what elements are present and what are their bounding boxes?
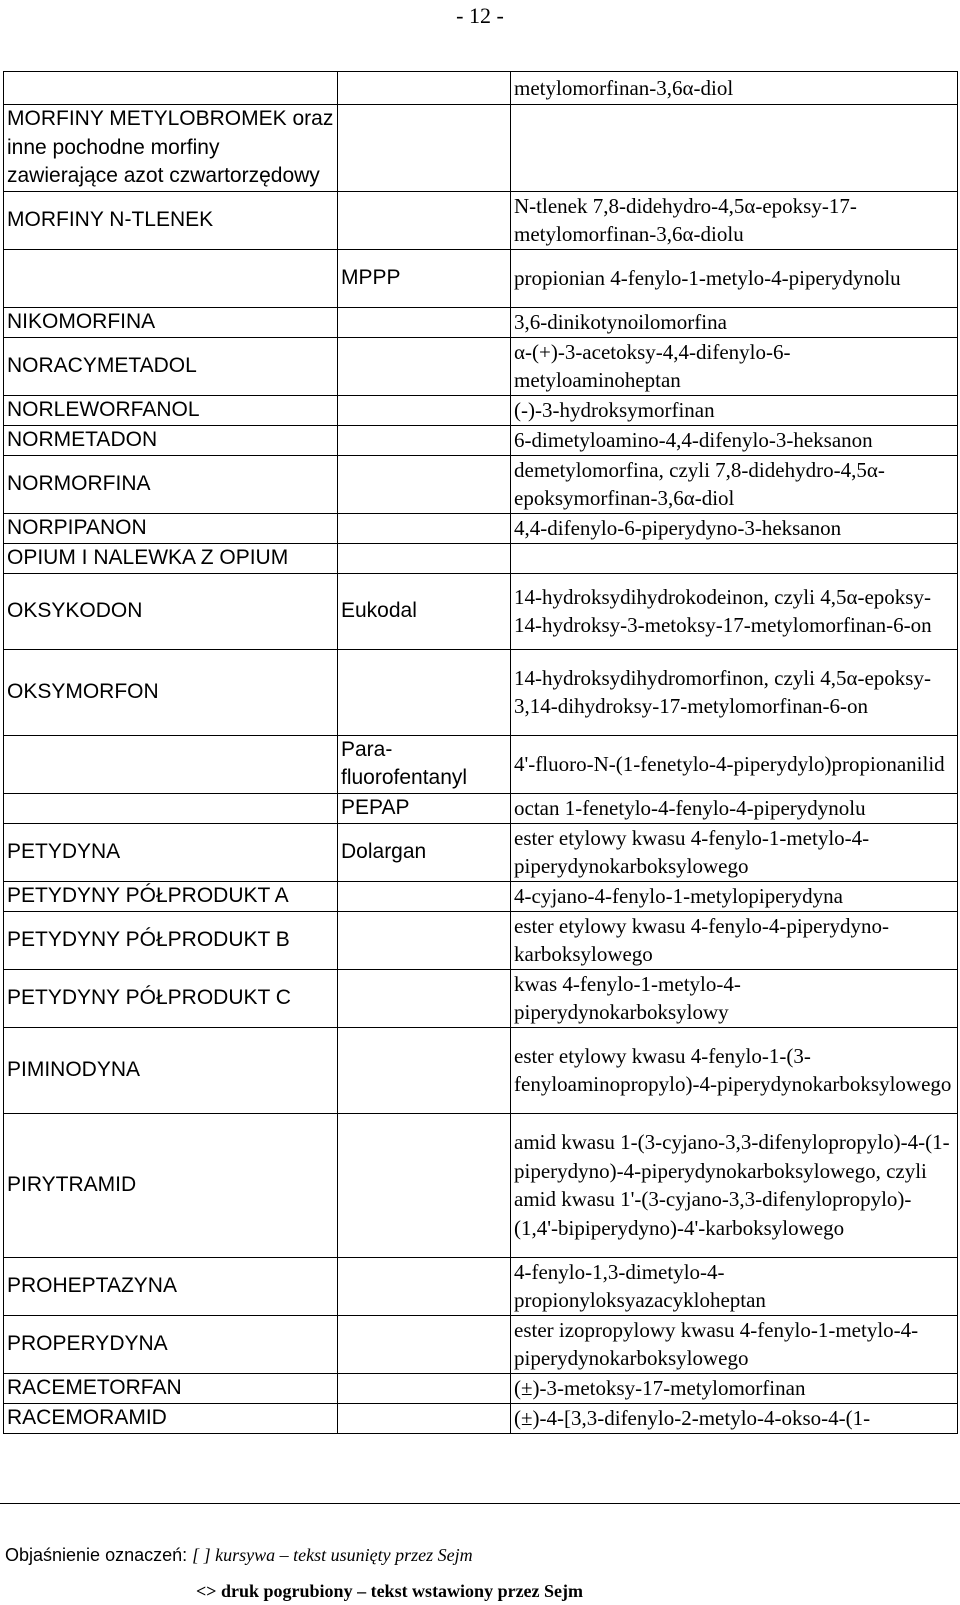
substance-name-cell: [4, 793, 338, 823]
substance-name-cell: NORPIPANON: [4, 513, 338, 543]
trade-name-cell: [338, 307, 511, 337]
chemical-name-cell: propionian 4-fenylo-1-metylo-4-piperydynolu: [511, 249, 958, 307]
trade-name-cell: [338, 425, 511, 455]
trade-name-cell: Para-fluorofentanyl: [338, 735, 511, 793]
table-row: [4, 881, 958, 911]
trade-name-cell: [338, 72, 511, 105]
table-row: [4, 1403, 958, 1433]
table-row: [4, 573, 958, 649]
table-row: [4, 105, 958, 192]
trade-name-cell: [338, 1113, 511, 1257]
trade-name-cell: [338, 191, 511, 249]
page-number: - 12 -: [456, 3, 504, 28]
trade-name-cell: [338, 543, 511, 573]
footer-legend: [5, 1545, 473, 1566]
substance-name-cell: PIRYTRAMID: [4, 1113, 338, 1257]
table-row: [4, 911, 958, 969]
trade-name-cell: [338, 337, 511, 395]
table-row: [4, 1257, 958, 1315]
chemical-name-cell: 4,4-difenylo-6-piperydyno-3-heksanon: [511, 513, 958, 543]
substance-name-cell: NORMETADON: [4, 425, 338, 455]
trade-name-cell: [338, 649, 511, 735]
trade-name-cell: [338, 1373, 511, 1403]
substance-name-cell: OKSYMORFON: [4, 649, 338, 735]
trade-name-cell: PEPAP: [338, 793, 511, 823]
substance-name-cell: PROHEPTAZYNA: [4, 1257, 338, 1315]
chemical-name-cell: 6-dimetyloamino-4,4-difenylo-3-heksanon: [511, 425, 958, 455]
trade-name-cell: [338, 969, 511, 1027]
table-row: [4, 513, 958, 543]
trade-name-cell: [338, 1027, 511, 1113]
trade-name-cell: [338, 1315, 511, 1373]
chemical-name-cell: 14-hydroksydihydrokodeinon, czyli 4,5α-epoksy-14-hydroksy-3-metoksy-17-metylomorfinan-6-on: [511, 573, 958, 649]
trade-name-cell: [338, 513, 511, 543]
chemical-name-cell: (-)-3-hydroksymorfinan: [511, 395, 958, 425]
chemical-name-cell: 4'-fluoro-N-(1-fenetylo-4-piperydylo)propionanilid: [511, 735, 958, 793]
chemical-name-cell: ester etylowy kwasu 4-fenylo-1-metylo-4-piperydynokarboksylowego: [511, 823, 958, 881]
substance-name-cell: [4, 735, 338, 793]
table-row: [4, 543, 958, 573]
chemical-name-cell: [511, 105, 958, 192]
trade-name-cell: [338, 395, 511, 425]
substance-name-cell: [4, 72, 338, 105]
trade-name-cell: [338, 881, 511, 911]
substance-name-cell: NIKOMORFINA: [4, 307, 338, 337]
substance-name-cell: OKSYKODON: [4, 573, 338, 649]
substances-table: [3, 71, 958, 1434]
chemical-name-cell: 4-fenylo-1,3-dimetylo-4-propionyloksyazacykloheptan: [511, 1257, 958, 1315]
substance-name-cell: PETYDYNY PÓŁPRODUKT C: [4, 969, 338, 1027]
table-row: [4, 72, 958, 105]
trade-name-cell: MPPP: [338, 249, 511, 307]
chemical-name-cell: (±)-3-metoksy-17-metylomorfinan: [511, 1373, 958, 1403]
chemical-name-cell: ester izopropylowy kwasu 4-fenylo-1-metylo-4-piperydynokarboksylowego: [511, 1315, 958, 1373]
footer-bold-note: <> druk pogrubiony – tekst wstawiony przez Sejm: [196, 1581, 584, 1601]
table-row: [4, 249, 958, 307]
chemical-name-cell: α-(+)-3-acetoksy-4,4-difenylo-6-metyloaminoheptan: [511, 337, 958, 395]
substance-name-cell: PETYDYNY PÓŁPRODUKT A: [4, 881, 338, 911]
table-row: [4, 425, 958, 455]
substance-name-cell: [4, 249, 338, 307]
chemical-name-cell: 3,6-dinikotynoilomorfina: [511, 307, 958, 337]
trade-name-cell: Dolargan: [338, 823, 511, 881]
chemical-name-cell: kwas 4-fenylo-1-metylo-4-piperydynokarboksylowy: [511, 969, 958, 1027]
trade-name-cell: [338, 105, 511, 192]
table-row: [4, 793, 958, 823]
table-row: [4, 823, 958, 881]
substance-name-cell: PETYDYNA: [4, 823, 338, 881]
footer-divider: [0, 1503, 960, 1504]
chemical-name-cell: 14-hydroksydihydromorfinon, czyli 4,5α-epoksy-3,14-dihydroksy-17-metylomorfinan-6-on: [511, 649, 958, 735]
substance-name-cell: RACEMORAMID: [4, 1403, 338, 1433]
trade-name-cell: [338, 1257, 511, 1315]
substance-name-cell: MORFINY METYLOBROMEK oraz inne pochodne morfiny zawierające azot czwartorzędowy: [4, 105, 338, 192]
trade-name-cell: Eukodal: [338, 573, 511, 649]
chemical-name-cell: (±)-4-[3,3-difenylo-2-metylo-4-okso-4-(1-: [511, 1403, 958, 1433]
table-row: [4, 969, 958, 1027]
chemical-name-cell: 4-cyjano-4-fenylo-1-metylopiperydyna: [511, 881, 958, 911]
footer-italic-note: [ ] kursywa – tekst usunięty przez Sejm: [192, 1545, 473, 1565]
trade-name-cell: [338, 911, 511, 969]
table-row: [4, 1113, 958, 1257]
substance-name-cell: PROPERYDYNA: [4, 1315, 338, 1373]
substance-name-cell: RACEMETORFAN: [4, 1373, 338, 1403]
table-row: [4, 337, 958, 395]
table-row: [4, 735, 958, 793]
table-row: [4, 455, 958, 513]
chemical-name-cell: ester etylowy kwasu 4-fenylo-4-piperydyno-karboksylowego: [511, 911, 958, 969]
substance-name-cell: MORFINY N-TLENEK: [4, 191, 338, 249]
trade-name-cell: [338, 455, 511, 513]
table-row: [4, 1027, 958, 1113]
chemical-name-cell: octan 1-fenetylo-4-fenylo-4-piperydynolu: [511, 793, 958, 823]
chemical-name-cell: [511, 543, 958, 573]
table-row: [4, 191, 958, 249]
chemical-name-cell: amid kwasu 1-(3-cyjano-3,3-difenylopropylo)-4-(1-piperydyno)-4-piperydynokarboksylowego, czyli amid kwasu 1'-(3-cyjano-3,3-difenylopropylo)-(1,4'-bipiperydyno)-4'-karboksylowego: [511, 1113, 958, 1257]
trade-name-cell: [338, 1403, 511, 1433]
table-row: [4, 307, 958, 337]
table-row: [4, 649, 958, 735]
table-row: [4, 1373, 958, 1403]
substance-name-cell: OPIUM I NALEWKA Z OPIUM: [4, 543, 338, 573]
chemical-name-cell: metylomorfinan-3,6α-diol: [511, 72, 958, 105]
substance-name-cell: NORLEWORFANOL: [4, 395, 338, 425]
chemical-name-cell: N-tlenek 7,8-didehydro-4,5α-epoksy-17-metylomorfinan-3,6α-diolu: [511, 191, 958, 249]
substance-name-cell: PIMINODYNA: [4, 1027, 338, 1113]
footer-label: Objaśnienie oznaczeń:: [5, 1545, 188, 1565]
chemical-name-cell: ester etylowy kwasu 4-fenylo-1-(3-fenyloaminopropylo)-4-piperydynokarboksylowego: [511, 1027, 958, 1113]
table-row: [4, 395, 958, 425]
substance-name-cell: PETYDYNY PÓŁPRODUKT B: [4, 911, 338, 969]
table-row: [4, 1315, 958, 1373]
substance-name-cell: NORMORFINA: [4, 455, 338, 513]
chemical-name-cell: demetylomorfina, czyli 7,8-didehydro-4,5α-epoksymorfinan-3,6α-diol: [511, 455, 958, 513]
substance-name-cell: NORACYMETADOL: [4, 337, 338, 395]
